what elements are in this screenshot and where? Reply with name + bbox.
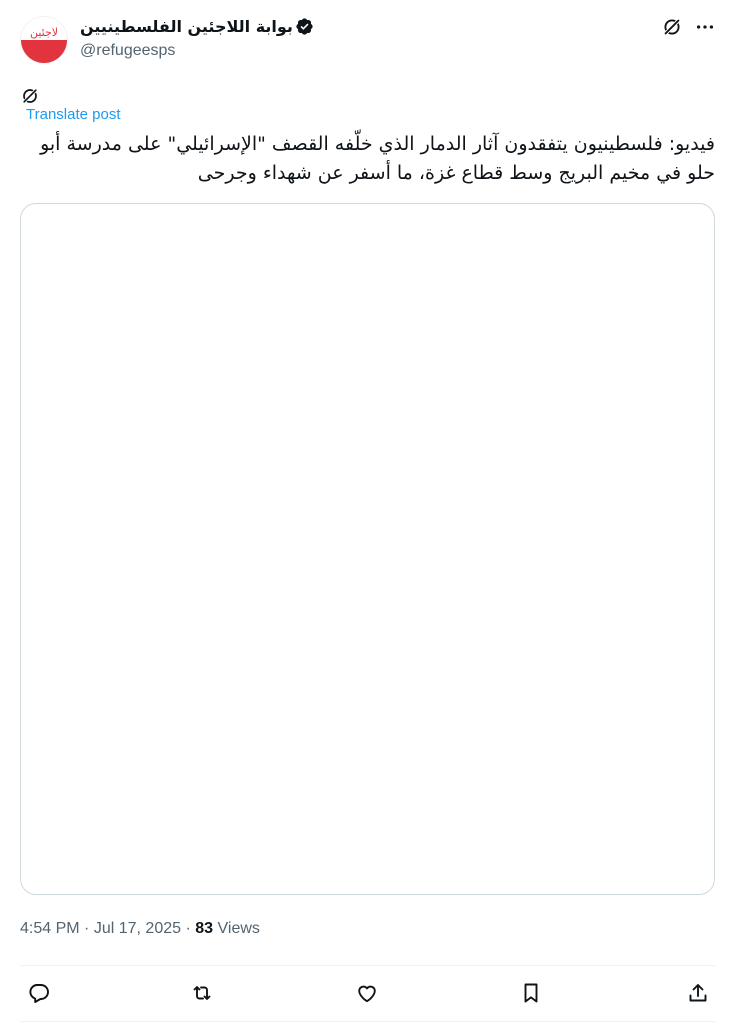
grok-translate-icon[interactable] [20,86,40,106]
action-bar [0,966,735,1021]
post-date[interactable]: Jul 17, 2025 [93,920,182,937]
post-meta [20,918,260,940]
author-handle[interactable]: @refugeesps [80,42,176,59]
meta-separator: · [185,920,196,937]
grok-icon[interactable] [661,16,683,38]
meta-separator: · [84,920,94,937]
share-icon[interactable] [686,981,710,1005]
avatar-red-half [21,40,67,63]
author-block [80,16,314,60]
views-count: 83 [195,920,214,937]
video-player[interactable] [20,203,715,895]
translate-post-link[interactable]: Translate post [26,106,121,123]
post-header [0,0,735,80]
post-time[interactable]: 4:54 PM [20,920,80,937]
avatar-logo-text: لاجئين [29,26,59,39]
post-text: فيديو: فلسطينيون يتفقدون آثار الدمار الذي خلّفه القصف "الإسرائيلي" على مدرسة أبو حلو في مخيم البريج وسط قطاع غزة، ما أسفر عن شهداء وجرحى [40,133,715,184]
display-name-row [80,16,314,36]
avatar[interactable] [20,16,68,64]
verified-badge-icon[interactable] [295,17,314,36]
more-icon[interactable] [694,16,716,38]
reply-icon[interactable] [27,981,51,1005]
like-icon[interactable] [355,981,379,1005]
repost-icon[interactable] [190,981,214,1005]
bookmark-icon[interactable] [519,981,543,1005]
display-name[interactable]: بوابة اللاجئين الفلسطينيين [80,16,293,36]
views-label: Views [217,920,260,937]
divider [20,1021,715,1022]
